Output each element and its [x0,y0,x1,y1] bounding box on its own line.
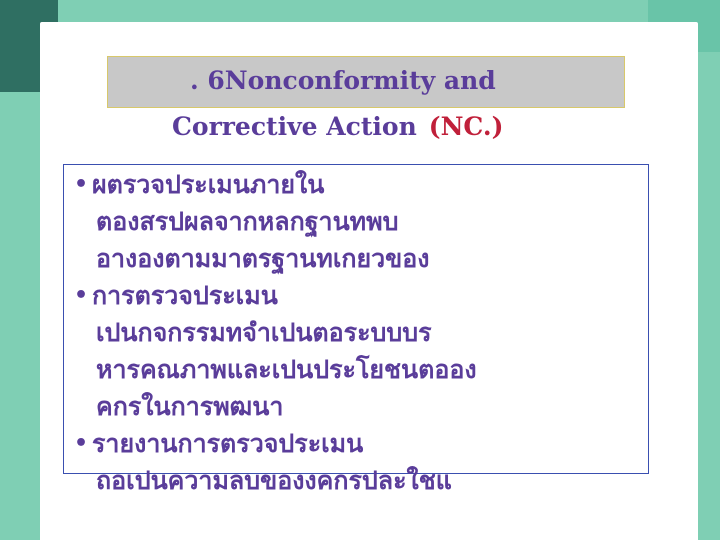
slide-title-text: Corrective Action [172,112,417,141]
bullet-item [74,166,694,277]
bullet-text: อางองตามมาตรฐานทเกยวของ [96,244,430,273]
bullet-list [74,166,694,499]
bullet-marker: • [74,283,89,308]
bullet-item [74,425,694,499]
bullet-text: เปนกจกรรมทจำเปนตอระบบบร [96,318,432,347]
bullet-text: รายงานการตรวจประเมน [92,429,364,458]
bullet-marker: • [74,172,89,197]
bullet-text: ผตรวจประเมนภายใน [92,170,325,199]
bullet-text: ถอเปนความลบของงคกรปละใชแ [96,466,452,495]
bullet-marker: • [74,431,89,456]
bullet-text: คกรในการพฒนา [96,392,284,421]
bullet-text: การตรวจประเมน [92,281,278,310]
slide-title-nc: (NC.) [428,112,504,141]
slide-title-line2 [172,112,503,141]
slide-title-line1: . 6Nonconformity and [190,66,496,95]
bullet-text: ตองสรปผลจากหลกฐานทพบ [96,207,399,236]
bullet-item [74,277,694,425]
bullet-text: หารคณภาพและเปนประโยชนตออง [96,355,477,384]
